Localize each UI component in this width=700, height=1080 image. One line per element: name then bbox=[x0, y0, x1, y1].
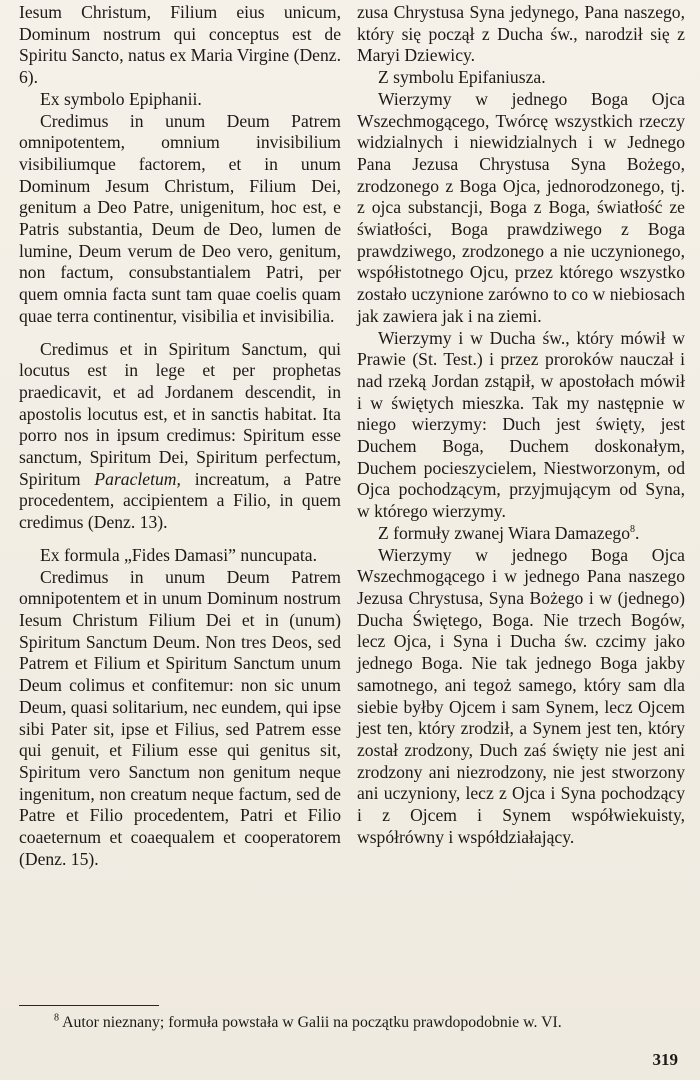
latin-paragraph-3-part-b: increatum, a Patre procedentem, accipientem a Filio, in quem credimus (Denz. 13). bbox=[19, 468, 342, 533]
polish-heading-epiphanius: Z symbolu Epifaniusza. bbox=[378, 67, 546, 88]
latin-paragraph-1: Iesum Christum, Filium eius unicum, Dominum nostrum qui conceptus est de Spiritu Sancto, natus ex Maria Virgine (Denz. 6). bbox=[19, 2, 341, 88]
footnote-text: Autor nieznany; formuła powstała w Galii na początku prawdopodobnie w. VI. bbox=[62, 1014, 562, 1031]
latin-column bbox=[19, 2, 341, 870]
polish-paragraph-2: Wierzymy w jednego Boga Ojca Wszechmogącego, Twórcę wszystkich rzeczy widzialnych i niewidzialnych i w Jednego Pana Jezusa Chrystusa Syna Bożego, zrodzonego z Boga Ojca, jednorodzonego, tj. z ojca substancji, Boga z Boga, światłość ze światłości, Boga prawdziwego z Boga prawdziwego, zrodzonego a nie uczynionego, współistotnego Ojcu, przez którego wszystko zostało uczynione zarówno to co w niebiosach jak zawiera jak i na ziemi. bbox=[357, 88, 685, 326]
latin-paragraph-3-part-a: Credimus et in Spiritum Sanctum, qui locutus est in lege et per prophetas praedicavit, et ad Jordanem descendit, in apostolis locutus est, et in sanctis habitat. Ita porro nos in ipsum credimus: Spiritum esse sanctum, Spiritum Dei, Spiritum perfectum, Spiritum bbox=[19, 338, 341, 489]
footnote bbox=[19, 1013, 685, 1033]
polish-paragraph-3: Wierzymy i w Ducha św., który mówił w Prawie (St. Test.) i przez proroków nauczał i nad rzeką Jordan zstąpił, w apostołach mówił i w świętych mieszka. Tak my następnie w niego wierzymy: Duch jest święty, jest Duchem Boga, Duchem doskonałym, Duchem pocieszycielem, Niestworzonym, od Ojca pochodzącym, przyjmującym od Syna, w którego wierzymy. bbox=[357, 327, 685, 522]
polish-column bbox=[357, 2, 685, 848]
polish-heading-damasus-end: . bbox=[635, 522, 640, 543]
polish-heading-damasus-text: Z formuły zwanej Wiara Damazego bbox=[378, 522, 631, 543]
polish-paragraph-1: zusa Chrystusa Syna jedynego, Pana naszego, który się począł z Ducha św., narodził się z Maryi Dziewicy. bbox=[357, 2, 685, 66]
footnote-divider bbox=[19, 1005, 159, 1006]
footnote-mark: 8 bbox=[54, 1012, 59, 1024]
latin-paraclete-term: Paracletum, bbox=[94, 468, 181, 489]
latin-paragraph-4: Credimus in unum Deum Patrem omnipotentem et in unum Dominum nostrum Iesum Christum Filium Dei et in (unum) Spiritum Sanctum Deum. Non tres Deos, sed Patrem et Filium et Spiritum Sanctum unum Deum colimus et confitemur: non sic unum Deum, quasi solitarium, nec eundem, qui ipse sibi Pater sit, ipse et Filius, sed Patrem esse qui genuit, et Filium esse qui genitus sit, Spiritum vero Sanctum non genitum neque ingenitum, non creatum neque factum, sed de Patre et Filio procedentem, Patri et Filio coaeternum et coaequalem et cooperatorem (Denz. 15). bbox=[19, 566, 341, 869]
page-number: 319 bbox=[652, 1050, 678, 1069]
latin-paragraph-2: Credimus in unum Deum Patrem omnipotentem, omnium invisibilium visibiliumque factorem, et in unum Dominum Jesum Christum, Filium Dei, genitum a Deo Patre, unigenitum, hoc est, e Patris substantia, Deum de Deo, lumen de lumine, Deum verum de Deo vero, genitum, non factum, consubstantialem Patri, per quem omnia facta sunt tam quae coelis quam quae terra continentur, visibilia et invisibilia. bbox=[19, 110, 341, 326]
polish-paragraph-4: Wierzymy w jednego Boga Ojca Wszechmogącego i w jednego Pana naszego Jezusa Chrystusa, Syna Bożego i w (jednego) Ducha Świętego, Boga. Nie trzech Bogów, lecz Ojca, i Syna i Ducha św. czcimy jako jednego Boga. Nie tak jednego Boga jakby samotnego, ani tegoż samego, który sam dla siebie byłby Ojcem i sam Synem, lecz Ojcem jest ten, który zrodził, a Synem jest ten, który został zrodzony, Duch zaś święty nie jest ani zrodzony ani niezrodzony, nie jest stworzony ani uczyniony, lecz z Ojca i Syna pochodzący i z Ojcem i Synem współwiekuisty, współrówny i współdziałający. bbox=[357, 544, 685, 847]
footnote-reference-mark: 8 bbox=[630, 524, 636, 536]
latin-paragraph-3 bbox=[19, 339, 341, 534]
latin-heading-damasus: Ex formula „Fides Damasi” nuncupata. bbox=[40, 544, 318, 565]
polish-heading-damasus bbox=[357, 523, 685, 545]
latin-heading-epiphanius: Ex symbolo Epiphanii. bbox=[40, 88, 202, 109]
